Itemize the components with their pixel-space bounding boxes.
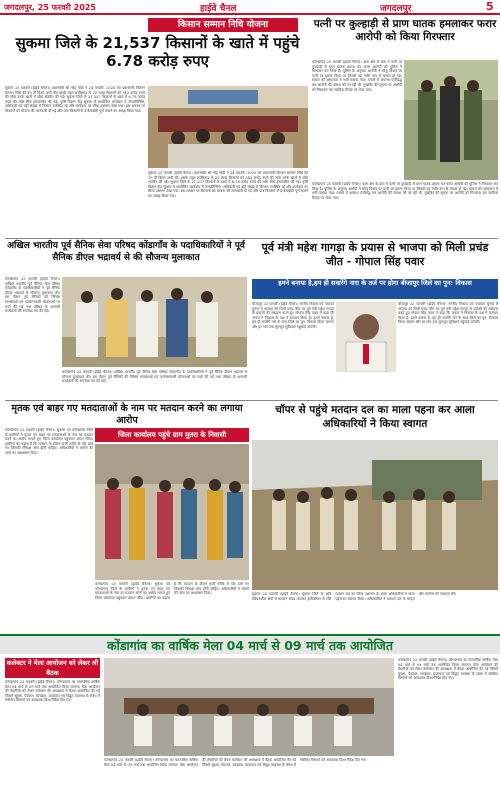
a6-photo [252, 440, 498, 590]
a2-photo [404, 60, 498, 180]
a6-headline: चॉपर से पहुंचे मतदान दल का माला पहना कर आला अधिकारियों ने किया स्वागत [275, 404, 475, 430]
a5-photo [95, 444, 249, 580]
a4-body: बीजापुर 25 फरवरी (हाईवे चैनल)। नगरीय निकाय एवं पंचायत चुनाव में भाजपा को मिली प्रचंड जीत पर पूर्व मंत्री महेश गागड़ा के प्रयासों की सराहना करते हुए गोपाल सिंह पवार ने कहा कि जनता ने विकास के पक्ष में मतदान किया है। हमने बनाया है, हम ही सवारेंगे नारे के साथ जिले का पुन: विकास किया जाएगा और हर गांव तक मूलभूत सुविधाएं पहुंचाई जाएंगी। [252, 302, 334, 329]
a7-body-side: कोण्डागांव 25 फरवरी (हाईवे चैनल)। कोण्डागांव का पारम्परिक वार्षिक मेला 04 मार्च से 09 मार्च तक आयोजित किया जाएगा। मेला आयोजन की तैयारियों को लेकर कलेक्टर की अध्यक्षता में बैठक आयोजित की गई जिसमें सुरक्षा, पेयजल, स्वच्छता, यातायात एवं विद्युत व्यवस्था के संबंध में संबंधित विभागों को आवश्यक दिशा-निर्देश दिए गए। [398, 658, 498, 681]
divider [5, 238, 498, 239]
a7-photo [104, 658, 394, 756]
a5-body-cont: कोण्डागांव 25 फरवरी (हाईवे चैनल)। सुकमा एवं कोण्डागांव जिले के ग्रामीणों ने मृतक एवं बाहर गए मतदाताओं के नाम पर मतदान करने का आरोप लगाते हुए जिला कार्यालय पहुंचकर ज्ञापन सौंपा। ग्रामीणों का कहना है कि मतदान के दौरान फर्जी तरीके से वोट डाले गए जिसकी निष्पक्ष जांच होनी चाहिए। अधिकारियों ने मामले की जांच का आश्वासन दिया। [95, 582, 249, 600]
a5-headline: मृतक एवं बाहर गए मतदाताओं के नाम पर मतदान करने का लगाया आरोप [11, 403, 243, 426]
a2-body-cont: कोण्डागांव 25 फरवरी (हाईवे चैनल)। थाना क्षेत्र के ग्राम में पत्नी पर कुल्हाड़ी से प्राण घातक हमला कर फरार आरोपी को पुलिस ने गिरफ्तार कर लिया है। पुलिस के अनुसार आरोपी ने घरेलू विवाद पर पत्नी पर हमला किया था जिससे वह गंभीर रूप से घायल हो गई। घायल को अस्पताल में भर्ती कराया गया। मामले में अपराध पंजीबद्ध कर आरोपी की तलाश की जा रही थी, मुखबिर की सूचना पर आरोपी को गिरफ्तार कर न्यायिक रिमांड पर भेजा गया। [312, 182, 498, 200]
a3-headline: अखिल भारतीय पूर्व सैनिक सेवा परिषद कोंडागाँव के पदाधिकारियों ने पूर्व सैनिक डीएल भद्रावर्य से की सौजन्य मुलाकात [7, 241, 245, 263]
page-header [0, 0, 500, 15]
page-number: 5 [486, 0, 494, 13]
a1-body: सुकमा 25 फरवरी (हाईवे चैनल)। प्रधानमंत्री श्री नरेंद्र मोदी ने 24 फरवरी, 2025 को प्रधानमंत्री किसान सम्मान निधि की 19 वीं किस्त जारी की। इसके तहत छत्तीसगढ़ के 25 लाख किसानों को 543 करोड़ रुपये की राशि उनके खातों में सीधे अंतरित की गई। सुकमा जिले के 21,537 किसानों के खाते में 6.78 करोड़ रुपये की राशि सीधे हस्तांतरित की गई। कृषि विज्ञान केंद्र सुकमा में आयोजित कार्यक्रम में जनप्रतिनिधि, अधिकारी एवं बड़ी संख्या में किसान उपस्थित रहे और कार्यक्रम का सीधा प्रसारण देखा गया। इस अवसर पर किसानों को योजना की जानकारी दी गई और पात्र किसानों से ई-केवाईसी पूर्ण कराने का आग्रह किया गया। [5, 86, 145, 113]
a2-body: कोण्डागांव 25 फरवरी (हाईवे चैनल)। थाना क्षेत्र के ग्राम में पत्नी पर कुल्हाड़ी से प्राण घातक हमला कर फरार आरोपी को पुलिस ने गिरफ्तार कर लिया है। पुलिस के अनुसार आरोपी ने घरेलू विवाद पर पत्नी पर हमला किया था जिससे वह गंभीर रूप से घायल हो गई। घायल को अस्पताल में भर्ती कराया गया। मामले में अपराध पंजीबद्ध कर आरोपी की तलाश की जा रही थी, मुखबिर की सूचना पर आरोपी को गिरफ्तार कर न्यायिक रिमांड पर भेजा गया। [312, 60, 402, 92]
a4-portrait [336, 302, 396, 372]
a1-photo [148, 86, 308, 168]
a1-headline: सुकमा जिले के 21,537 किसानों के खाते में पहुंचे 6.78 करोड़ रुपए [15, 34, 300, 70]
masthead: हाईवे चैनल [200, 4, 237, 14]
divider [5, 400, 498, 401]
a4-headline: पूर्व मंत्री महेश गागड़ा के प्रयास से भाजपा को मिली प्रचंड जीत - गोपाल सिंह पवार [261, 241, 489, 268]
a7-banner: कोंडागांव का वार्षिक मेला 04 मार्च से 09 मार्च तक आयोजित [0, 634, 500, 654]
header-date: जगदलपुर, 25 फरवरी 2025 [4, 3, 96, 12]
a1-body-cont: सुकमा 25 फरवरी (हाईवे चैनल)। प्रधानमंत्री श्री नरेंद्र मोदी ने 24 फरवरी, 2025 को प्रधानमंत्री किसान सम्मान निधि की 19 वीं किस्त जारी की। इसके तहत छत्तीसगढ़ के 25 लाख किसानों को 543 करोड़ रुपये की राशि उनके खातों में सीधे अंतरित की गई। सुकमा जिले के 21,537 किसानों के खाते में 6.78 करोड़ रुपये की राशि सीधे हस्तांतरित की गई। कृषि विज्ञान केंद्र सुकमा में आयोजित कार्यक्रम में जनप्रतिनिधि, अधिकारी एवं बड़ी संख्या में किसान उपस्थित रहे और कार्यक्रम का सीधा प्रसारण देखा गया। इस अवसर पर किसानों को योजना की जानकारी दी गई और पात्र किसानों से ई-केवाईसी पूर्ण कराने का आग्रह किया गया। [148, 171, 308, 198]
a3-body: कोण्डागांव 25 फरवरी (हाईवे चैनल)। अखिल भारतीय पूर्व सैनिक सेवा परिषद कोंडागाँव के पदाधिकारियों ने पूर्व सैनिक डीएल भद्रावर्य से सौजन्य मुलाकात की। इस दौरान पूर्व सैनिकों की विभिन्न समस्याओं एवं कल्याणकारी योजनाओं पर चर्चा की गई तथा परिषद के आगामी कार्यक्रमों की रूपरेखा तय की गई। [5, 277, 60, 314]
a1-kicker: किसान सम्मान निधि योजना [148, 18, 298, 32]
a7-body: कोण्डागांव 25 फरवरी (हाईवे चैनल)। कोण्डागांव का पारम्परिक वार्षिक मेला 04 मार्च से 09 मार्च तक आयोजित किया जाएगा। मेला आयोजन की तैयारियों को लेकर कलेक्टर की अध्यक्षता में बैठक आयोजित की गई जिसमें सुरक्षा, पेयजल, स्वच्छता, यातायात एवं विद्युत व्यवस्था के संबंध में संबंधित विभागों को आवश्यक दिशा-निर्देश दिए गए। [5, 680, 100, 703]
a7-subhead: कलेक्टर ने मेला आयोजन को लेकर ली बैठक [6, 659, 99, 677]
a4-body-cont: बीजापुर 25 फरवरी (हाईवे चैनल)। नगरीय निकाय एवं पंचायत चुनाव में भाजपा को मिली प्रचंड जीत पर पूर्व मंत्री महेश गागड़ा के प्रयासों की सराहना करते हुए गोपाल सिंह पवार ने कहा कि जनता ने विकास के पक्ष में मतदान किया है। हमने बनाया है, हम ही सवारेंगे नारे के साथ जिले का पुन: विकास किया जाएगा और हर गांव तक मूलभूत सुविधाएं पहुंचाई जाएंगी। [398, 302, 498, 325]
a3-photo [62, 277, 247, 367]
a5-body: कोण्डागांव 25 फरवरी (हाईवे चैनल)। सुकमा एवं कोण्डागांव जिले के ग्रामीणों ने मृतक एवं बाहर गए मतदाताओं के नाम पर मतदान करने का आरोप लगाते हुए जिला कार्यालय पहुंचकर ज्ञापन सौंपा। ग्रामीणों का कहना है कि मतदान के दौरान फर्जी तरीके से वोट डाले गए जिसकी निष्पक्ष जांच होनी चाहिए। अधिकारियों ने मामले की जांच का आश्वासन दिया। [5, 428, 93, 455]
a7-body-cont: कोण्डागांव 25 फरवरी (हाईवे चैनल)। कोण्डागांव का पारम्परिक वार्षिक मेला 04 मार्च से 09 मार्च तक आयोजित किया जाएगा। मेला आयोजन की तैयारियों को लेकर कलेक्टर की अध्यक्षता में बैठक आयोजित की गई जिसमें सुरक्षा, पेयजल, स्वच्छता, यातायात एवं विद्युत व्यवस्था के संबंध में संबंधित विभागों को आवश्यक दिशा-निर्देश दिए गए। [104, 758, 367, 767]
a6-body: सुकमा 25 फरवरी (हाईवे चैनल)। सुकमा जिले के अति संवेदनशील क्षेत्रों में मतदान संपन्न कराकर हेलीकॉप्टर से लौटे मतदान दल का जिला प्रशासन के आला अधिकारियों ने माला पहनाकर स्वागत किया। अधिकारियों ने मतदान दल के साहस और समर्पण की सराहना की। [252, 592, 456, 601]
a5-subhead: जिला कार्यालय पहुंचे ग्राम मुतरा के निवासी [95, 428, 249, 442]
a4-subhead: हमने बनाया है,हम ही सवारेंगे नारा के तर्ज पर होगा बीजापुर जिले का पुन: विकास [252, 279, 498, 299]
header-city: जगदलपुर [380, 4, 412, 14]
a3-body-cont: कोण्डागांव 25 फरवरी (हाईवे चैनल)। अखिल भारतीय पूर्व सैनिक सेवा परिषद कोंडागाँव के पदाधिकारियों ने पूर्व सैनिक डीएल भद्रावर्य से सौजन्य मुलाकात की। इस दौरान पूर्व सैनिकों की विभिन्न समस्याओं एवं कल्याणकारी योजनाओं पर चर्चा की गई तथा परिषद के आगामी कार्यक्रमों की रूपरेखा तय की गई। [62, 370, 247, 384]
a2-headline: पत्नी पर कुल्हाड़ी से प्राण घातक हमलाकर फरार आरोपी को किया गिरफ्तार [313, 18, 497, 43]
